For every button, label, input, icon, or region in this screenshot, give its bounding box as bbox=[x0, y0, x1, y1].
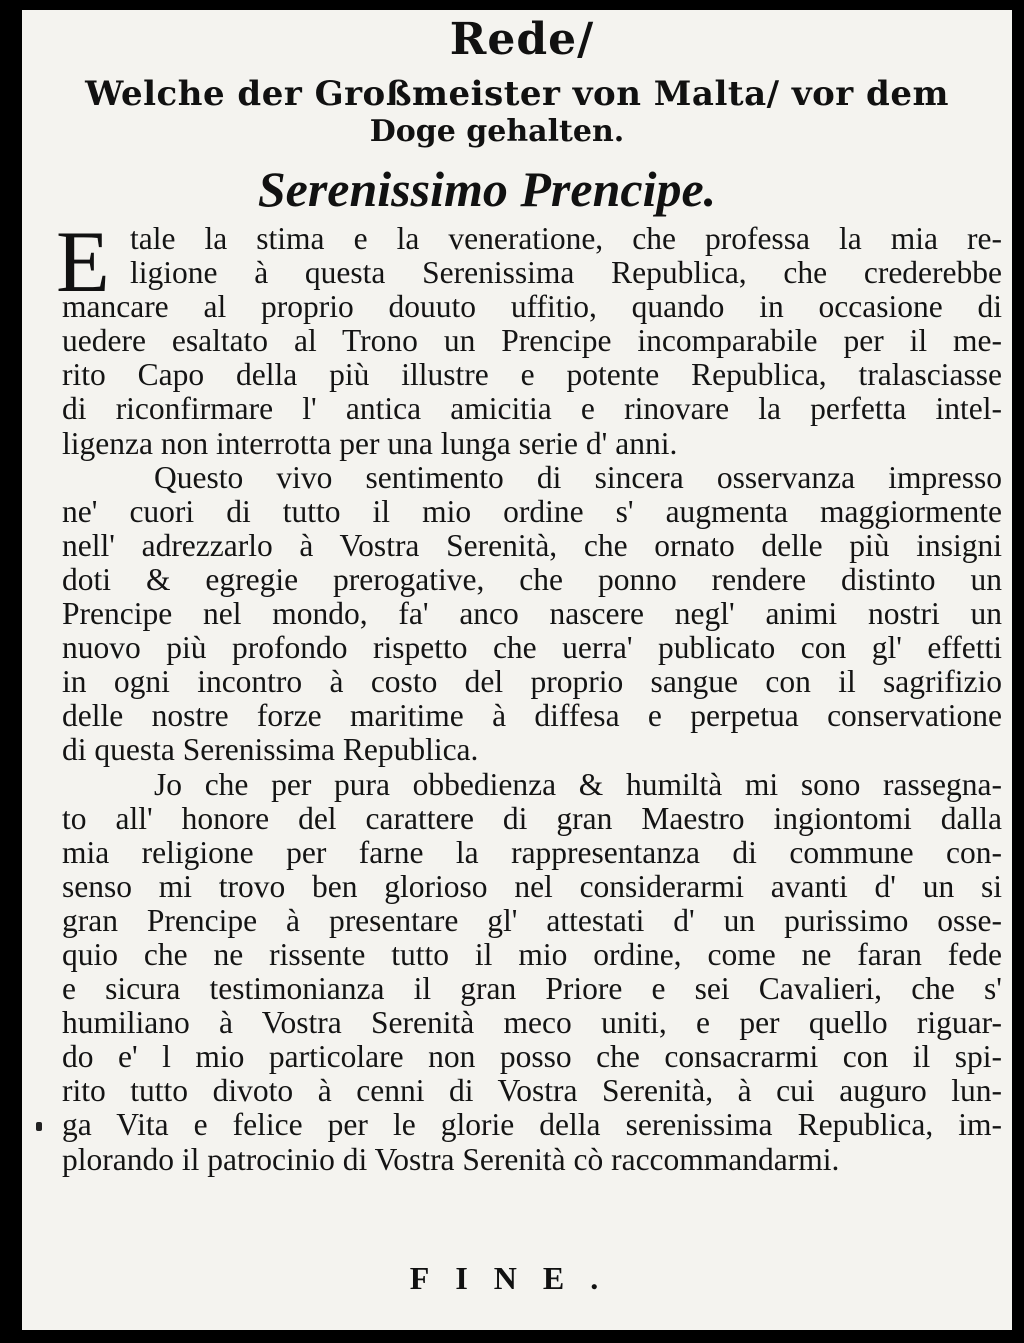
speech-body bbox=[56, 214, 1002, 1177]
text-line: Prencipe nel mondo, fa' anco nascere negl' animi nostri un bbox=[62, 596, 1002, 632]
text-line: di riconfirmare l' antica amicitia e rinovare la perfetta intel- bbox=[62, 391, 1002, 427]
text-line: gran Prencipe à presentare gl' attestati d' un purissimo osse- bbox=[62, 902, 1002, 938]
text-line: tale la stima e la veneratione, che professa la mia re- bbox=[130, 221, 1002, 256]
text-line: ga Vita e felice per le glorie della serenissima Republica, im- bbox=[62, 1107, 1002, 1143]
text-line: rito tutto divoto à cenni di Vostra Serenità, à cui auguro lun- bbox=[62, 1073, 1002, 1109]
heading-doge: Doge gehalten. bbox=[369, 114, 625, 149]
heading-subtitle: Welche der Großmeister von Malta/ vor dem bbox=[85, 74, 949, 114]
salutation: Serenissimo Prencipe. bbox=[257, 161, 717, 217]
text-line: ligenza non interrotta per una lunga serie d' anni. bbox=[62, 425, 678, 461]
text-line: doti & egregie prerogative, che ponno rendere distinto un bbox=[62, 561, 1002, 597]
closing-fine: FINE. bbox=[409, 1260, 625, 1296]
text-line: senso mi trovo ben glorioso nel considerarmi avanti d' un si bbox=[62, 868, 1002, 904]
text-line: di questa Serenissima Republica. bbox=[62, 732, 479, 768]
text-line: plorando il patrocinio di Vostra Serenità cò raccommandarmi. bbox=[62, 1141, 840, 1177]
text-line: e sicura testimonianza il gran Priore e sei Cavalieri, che s' bbox=[62, 971, 1002, 1007]
text-line: Questo vivo sentimento di sincera osservanza impresso bbox=[154, 459, 1002, 495]
text-line: nuovo più profondo rispetto che uerra' publicato con gl' effetti bbox=[62, 630, 1002, 666]
text-line: delle nostre forze maritime à diffesa e perpetua conservatione bbox=[62, 698, 1002, 734]
text-line: ne' cuori di tutto il mio ordine s' augmenta maggiormente bbox=[62, 493, 1002, 529]
text-line: do e' l mio particolare non posso che consacrarmi con il spi- bbox=[62, 1039, 1002, 1075]
text-line: mia religione per farne la rappresentanza di commune con- bbox=[62, 834, 1002, 870]
text-line: Jo che per pura obbedienza & humiltà mi sono rassegna- bbox=[154, 766, 1002, 802]
text-line: rito Capo della più illustre e potente Republica, tralasciasse bbox=[62, 357, 1002, 393]
text-line: in ogni incontro à costo del proprio sangue con il sagrifizio bbox=[62, 664, 1002, 700]
text-line: mancare al proprio douuto uffitio, quando in occasione di bbox=[62, 289, 1002, 325]
document-page bbox=[22, 10, 1012, 1330]
text-line: humiliano à Vostra Serenità meco uniti, e per quello riguar- bbox=[62, 1005, 1002, 1041]
paragraph-2 bbox=[62, 461, 1002, 768]
paragraph-1 bbox=[56, 214, 1002, 461]
drop-cap: E bbox=[56, 214, 110, 311]
margin-mark bbox=[36, 1122, 42, 1131]
text-line: nell' adrezzarlo à Vostra Serenità, che ornato delle più insigni bbox=[62, 527, 1002, 563]
paragraph-3 bbox=[62, 768, 1002, 1177]
heading-rede: Rede/ bbox=[449, 14, 595, 65]
text-line: quio che ne rissente tutto il mio ordine, come ne faran fede bbox=[62, 936, 1002, 972]
text-line: uedere esaltato al Trono un Prencipe incomparabile per il me- bbox=[62, 323, 1002, 359]
text-line: to all' honore del carattere di gran Maestro ingiontomi dalla bbox=[62, 800, 1002, 836]
text-line: ligione à questa Serenissima Republica, che crederebbe bbox=[130, 255, 1002, 291]
